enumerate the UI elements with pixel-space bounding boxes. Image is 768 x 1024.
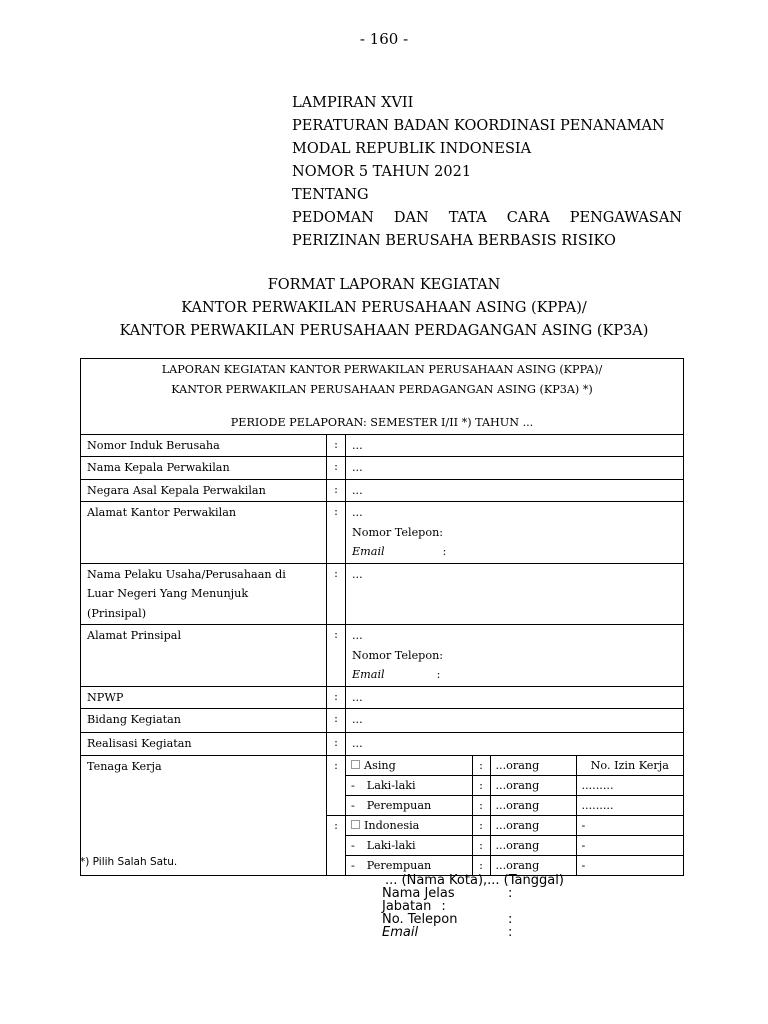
place-date: ... (Nama Kota),... (Tanggal) [385, 873, 564, 888]
email-label: Email [352, 545, 385, 558]
colon: : [327, 686, 346, 709]
field-value [346, 502, 684, 564]
field-label [81, 563, 327, 625]
phone-label: Nomor Telepon: [352, 648, 444, 662]
form-heading [81, 359, 684, 435]
count-value: ...orang [490, 756, 576, 776]
checkbox-icon [351, 760, 360, 769]
permit-value: ......... [576, 775, 683, 795]
field-label: Realisasi Kegiatan [81, 733, 327, 756]
form-heading-row [81, 359, 684, 435]
gender-cell [346, 835, 472, 855]
field-value: ... [346, 457, 684, 480]
format-title-line: KANTOR PERWAKILAN PERUSAHAAN PERDAGANGAN ASING (KP3A) [119, 323, 649, 339]
colon: : [442, 545, 447, 558]
count-value: ...orang [490, 795, 576, 815]
colon: : [327, 457, 346, 480]
form-row-workforce [81, 755, 684, 815]
count-value: ...orang [490, 855, 576, 875]
field-label: Negara Asal Kepala Perwakilan [81, 479, 327, 502]
workforce-foreign-table [346, 756, 683, 815]
value-placeholder: ... [352, 506, 363, 519]
dash: - [351, 858, 355, 872]
phone-label: Nomor Telepon: [352, 525, 444, 539]
field-label: Alamat Prinsipal [81, 625, 327, 687]
colon: : [327, 755, 346, 815]
field-label: Tenaga Kerja [81, 755, 327, 875]
field-value: ... [346, 686, 684, 709]
colon: : [472, 855, 490, 875]
dash: - [351, 778, 355, 792]
colon: : [472, 835, 490, 855]
report-form [80, 358, 684, 876]
appendix-header [292, 92, 682, 253]
colon: : [327, 815, 346, 875]
category-label: Indonesia [364, 818, 420, 832]
colon: : [327, 733, 346, 756]
form-row [81, 563, 684, 625]
colon: : [327, 502, 346, 564]
field-label-line: (Prinsipal) [87, 606, 147, 620]
colon: : [472, 816, 490, 836]
permit-value: - [576, 816, 683, 836]
form-heading-line: KANTOR PERWAKILAN PERUSAHAAN PERDAGANGAN ASING (KP3A) *) [171, 382, 593, 396]
form-row [81, 479, 684, 502]
gender-label: Perempuan [366, 858, 432, 872]
field-label: Nomor Induk Berusaha [81, 434, 327, 457]
colon: : [327, 434, 346, 457]
field-label: Bidang Kegiatan [81, 709, 327, 733]
count-value: ...orang [490, 816, 576, 836]
gender-cell [346, 855, 472, 875]
gender-label: Laki-laki [366, 778, 416, 792]
field-value: ... [346, 563, 684, 625]
form-row [81, 434, 684, 457]
header-line: PEDOMAN DAN TATA CARA PENGAWASAN [292, 210, 682, 226]
signature-label: Jabatan [382, 899, 432, 914]
category-label: Asing [364, 758, 396, 772]
gender-label: Perempuan [366, 798, 432, 812]
header-line: LAMPIRAN XVII [292, 95, 414, 111]
form-row [81, 457, 684, 480]
header-line: TENTANG [292, 187, 369, 203]
colon: : [508, 925, 513, 940]
colon: : [327, 563, 346, 625]
format-title-line: FORMAT LAPORAN KEGIATAN [267, 277, 501, 293]
workforce-domestic-table [346, 816, 683, 875]
field-label-line: Nama Pelaku Usaha/Perusahaan di [87, 567, 286, 581]
colon: : [508, 912, 513, 927]
colon: : [327, 479, 346, 502]
signature-label: Nama Jelas [382, 886, 455, 901]
colon: : [472, 795, 490, 815]
format-title-line: KANTOR PERWAKILAN PERUSAHAAN ASING (KPPA)/ [181, 300, 587, 316]
form-row [81, 686, 684, 709]
field-value: ... [346, 709, 684, 733]
header-line: PERATURAN BADAN KOORDINASI PENANAMAN [292, 118, 665, 134]
email-label: Email [352, 668, 385, 681]
header-line: MODAL REPUBLIK INDONESIA [292, 141, 532, 157]
form-row [81, 625, 684, 687]
email-line [352, 665, 677, 685]
footnote: *) Pilih Salah Satu. [80, 856, 178, 868]
field-value: ... [346, 479, 684, 502]
permit-value: ......... [576, 795, 683, 815]
field-label: Alamat Kantor Perwakilan [81, 502, 327, 564]
count-value: ...orang [490, 835, 576, 855]
permit-value: - [576, 855, 683, 875]
dash: - [351, 798, 355, 812]
form-row [81, 502, 684, 564]
colon: : [436, 668, 441, 681]
count-value: ...orang [490, 775, 576, 795]
colon: : [508, 886, 513, 901]
workforce-foreign [346, 755, 684, 815]
colon: : [472, 756, 490, 776]
category-cell [346, 756, 472, 776]
field-label: Nama Kepala Perwakilan [81, 457, 327, 480]
colon: : [327, 709, 346, 733]
field-value: ... [346, 434, 684, 457]
colon: : [327, 625, 346, 687]
gender-cell [346, 775, 472, 795]
form-row [81, 709, 684, 733]
email-line [352, 542, 677, 562]
header-line: PERIZINAN BERUSAHA BERBASIS RISIKO [292, 233, 616, 249]
page-number: - 160 - [359, 30, 409, 48]
gender-label: Laki-laki [366, 838, 416, 852]
colon: : [441, 899, 446, 914]
header-line: NOMOR 5 TAHUN 2021 [292, 164, 472, 180]
field-value [346, 625, 684, 687]
form-row [81, 733, 684, 756]
value-placeholder: ... [352, 629, 363, 642]
field-label-line: Luar Negeri Yang Menunjuk [87, 587, 249, 600]
dash: - [351, 838, 355, 852]
field-value: ... [346, 733, 684, 756]
gender-cell [346, 795, 472, 815]
permit-value: - [576, 835, 683, 855]
signature-label: Email [382, 925, 419, 940]
workforce-domestic [346, 815, 684, 875]
signature-label: No. Telepon [382, 912, 458, 927]
field-label: NPWP [81, 686, 327, 709]
form-heading-line: LAPORAN KEGIATAN KANTOR PERWAKILAN PERUSAHAAN ASING (KPPA)/ [161, 363, 603, 376]
permit-header: No. Izin Kerja [576, 756, 683, 776]
category-cell [346, 816, 472, 836]
reporting-period: PERIODE PELAPORAN: SEMESTER I/II *) TAHUN ... [230, 416, 534, 429]
checkbox-icon [351, 820, 360, 829]
colon: : [472, 775, 490, 795]
signature-email [382, 926, 512, 939]
